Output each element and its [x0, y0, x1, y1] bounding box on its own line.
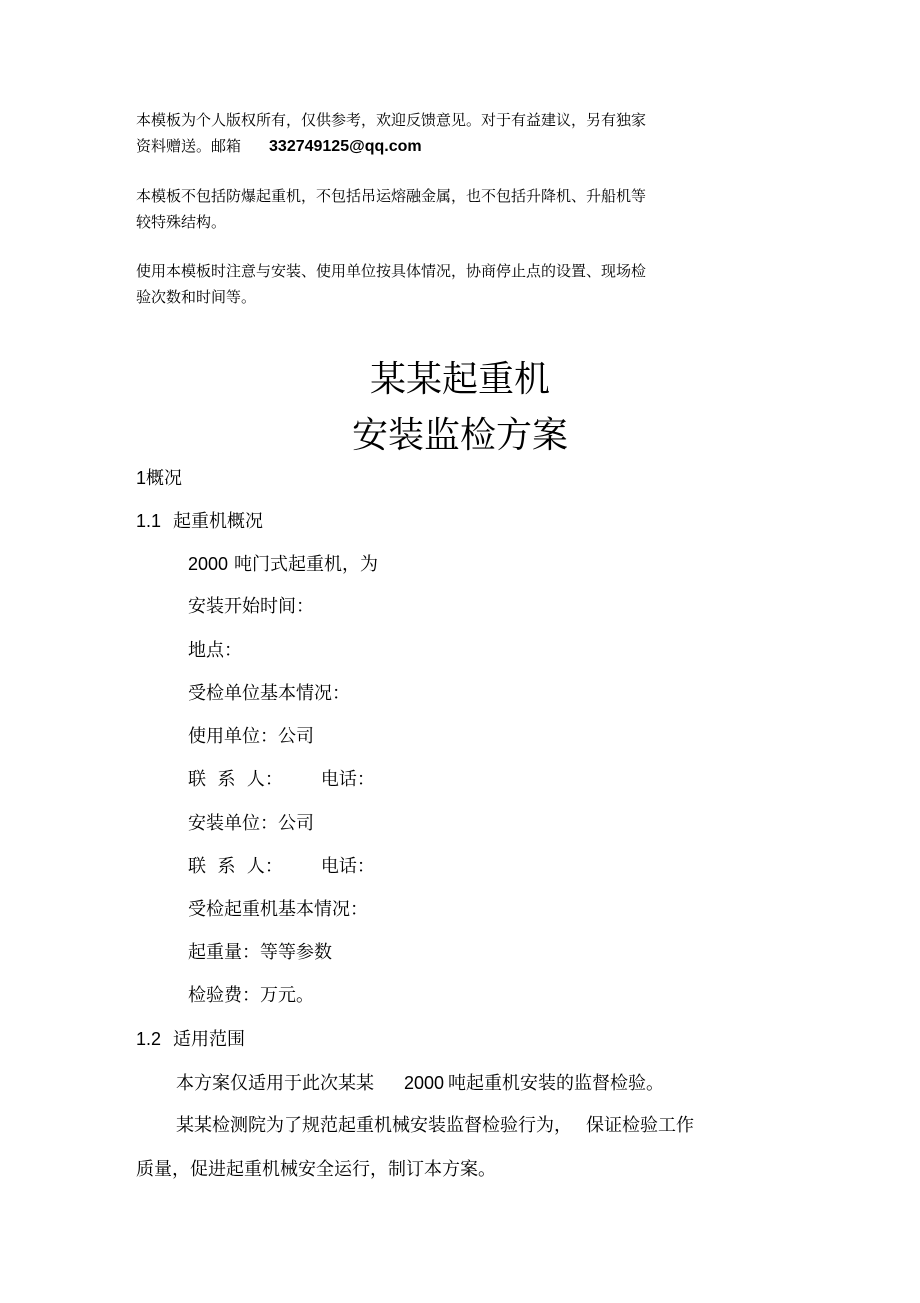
- crane-desc-text: 吨门式起重机，为: [234, 554, 379, 575]
- crane-tonnage: 2000: [188, 554, 229, 574]
- section-heading-1: [136, 465, 182, 492]
- purpose-paragraph-line2: 质量，促进起重机械安全运行，制订本方案。: [136, 1159, 496, 1180]
- purpose-text: 某某检测院为了规范起重机械安装监督检验行为，: [176, 1115, 572, 1136]
- notice-paragraph-usage: [136, 258, 736, 310]
- inspected-unit-info: 受检单位基本情况：: [188, 683, 350, 704]
- section-number: 1.2: [136, 1029, 162, 1049]
- section-heading-1-2: [136, 1026, 245, 1053]
- notice-paragraph-copyright: [136, 107, 736, 160]
- section-title: 适用范围: [173, 1029, 246, 1050]
- notice-text: 资料赠送。邮箱: [136, 137, 242, 155]
- scope-tonnage: 2000: [404, 1073, 445, 1093]
- document-title-line1: 某某起重机: [369, 359, 550, 400]
- email-address: 332749125@qq.com: [269, 138, 422, 155]
- section-heading-1-1: [136, 508, 263, 535]
- install-start-time: 安装开始时间：: [188, 596, 314, 617]
- section-title: 起重机概况: [173, 511, 264, 532]
- install-unit: 安装单位：公司: [188, 813, 314, 834]
- install-contact-row: [188, 854, 375, 880]
- notice-line: [136, 133, 736, 160]
- scope-text: 吨起重机安装的监督检验。: [448, 1073, 665, 1094]
- scope-text: 本方案仅适用于此次某某: [176, 1073, 374, 1094]
- contact-label: 联 系 人：: [188, 856, 283, 877]
- document-title-line2: 安装监检方案: [351, 415, 568, 456]
- notice-line: 本模板不包括防爆起重机，不包括吊运熔融金属，也不包括升降机、升船机等: [136, 187, 647, 205]
- notice-line: 使用本模板时注意与安装、使用单位按具体情况，协商停止点的设置、现场检: [136, 262, 647, 280]
- notice-paragraph-exclusions: [136, 183, 736, 235]
- purpose-text: 保证检验工作: [586, 1115, 694, 1136]
- inspection-fee: 检验费：万元。: [188, 985, 314, 1006]
- notice-line: 本模板为个人版权所有，仅供参考，欢迎反馈意见。对于有益建议，另有独家: [136, 111, 647, 129]
- phone-label: 电话：: [320, 769, 375, 790]
- user-unit: 使用单位：公司: [188, 726, 314, 747]
- phone-label: 电话：: [320, 856, 375, 877]
- crane-info: 受检起重机基本情况：: [188, 899, 368, 920]
- crane-description: [188, 551, 378, 578]
- notice-line: 较特殊结构。: [136, 213, 227, 231]
- section-title: 概况: [146, 468, 183, 489]
- lifting-capacity: 起重量：等等参数: [188, 942, 332, 963]
- location: 地点：: [188, 640, 242, 661]
- contact-label: 联 系 人：: [188, 769, 283, 790]
- purpose-paragraph-line1: [176, 1113, 694, 1139]
- notice-line: 验次数和时间等。: [136, 288, 257, 306]
- section-number: 1.1: [136, 511, 162, 531]
- scope-paragraph: [176, 1070, 664, 1097]
- section-number: 1: [136, 468, 147, 488]
- user-contact-row: [188, 767, 375, 793]
